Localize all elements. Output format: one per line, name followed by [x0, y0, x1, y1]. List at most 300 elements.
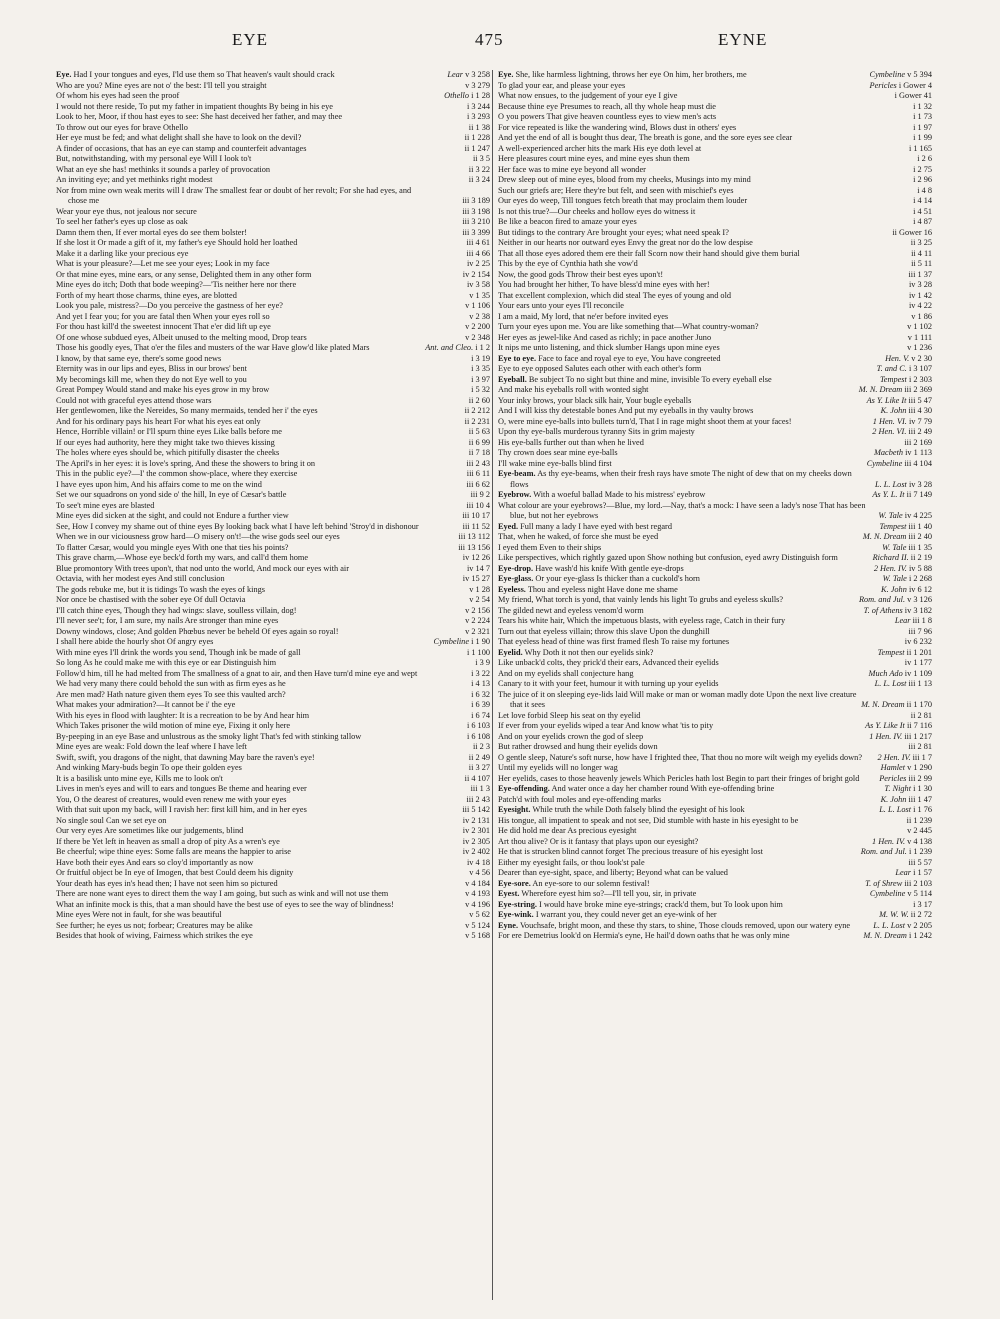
- reference: [913, 196, 932, 207]
- concordance-entry: [498, 196, 932, 207]
- play-title: K. John: [880, 406, 907, 415]
- act-scene-line: iii 10 4: [466, 500, 490, 510]
- concordance-entry: [498, 385, 932, 396]
- page-number: 475: [475, 30, 504, 49]
- concordance-entry: [56, 354, 490, 365]
- act-scene-line: i 1 76: [913, 805, 932, 814]
- quotation-text: O gentle sleep, Nature's soft nurse, how have I frighted thee, That thou no more wilt weigh my eyelids down?: [498, 752, 863, 762]
- act-scene-line: i 1 239: [908, 847, 932, 856]
- act-scene-line: iv 1 113: [905, 448, 932, 457]
- reference: [466, 795, 490, 806]
- act-scene-line: iii 7 96: [908, 626, 932, 636]
- reference: [471, 490, 490, 501]
- reference: [466, 238, 490, 249]
- act-scene-line: iii 1 40: [908, 521, 932, 531]
- act-scene-line: iv 2 25: [466, 259, 490, 268]
- concordance-entry: [498, 165, 932, 176]
- reference: [465, 144, 490, 155]
- quotation-text: Follow'd him, till he had melted from The smallness of a gnat to air, and then Have turn'd mine eye and wept: [56, 668, 418, 678]
- reference: [880, 522, 933, 533]
- reference: [471, 364, 490, 375]
- act-scene-line: iv 7 79: [908, 416, 932, 426]
- act-scene-line: v 5 124: [465, 920, 490, 930]
- reference: [863, 532, 932, 543]
- act-scene-line: i Gower 41: [894, 91, 932, 100]
- concordance-entry: [56, 301, 490, 312]
- concordance-entry: [56, 931, 490, 942]
- quotation-text: As thy eye-beams, when their fresh rays have smote The night of dew that on my cheeks down flows: [510, 469, 852, 489]
- quotation-text: Wear your eye thus, not jealous nor secure: [56, 206, 197, 216]
- concordance-entry: [56, 291, 490, 302]
- concordance-entry: [56, 669, 490, 680]
- play-title: Tempest: [877, 647, 905, 657]
- concordance-entry: [498, 931, 932, 942]
- act-scene-line: v 2 224: [465, 616, 490, 625]
- reference: [469, 438, 490, 449]
- reference: [908, 858, 932, 869]
- quotation-text: Your inky brows, your black silk hair, Your bugle eyeballs: [498, 395, 692, 405]
- reference: [463, 574, 490, 585]
- quotation-text: Now, the good gods Throw their best eyes upon't!: [498, 269, 664, 279]
- reference: [469, 291, 490, 302]
- quotation-text: She, like harmless lightning, throws her eye On him, her brothers, me: [515, 70, 747, 79]
- quotation-text: Forth of my heart those charms, thine eyes, are blotted: [56, 290, 237, 300]
- reference: [471, 375, 490, 386]
- concordance-entry: [498, 186, 932, 197]
- quotation-text: What is your pleasure?—Let me see your eyes; Look in my face: [56, 259, 270, 268]
- reference: [465, 879, 490, 890]
- concordance-entry: [498, 249, 932, 260]
- reference: [874, 448, 932, 459]
- play-title: K. John: [881, 584, 907, 594]
- reference: [469, 123, 490, 134]
- quotation-text: For vice repeated is like the wandering wind, Blows dust in others' eyes: [498, 122, 737, 132]
- reference: [467, 469, 490, 480]
- quotation-text: This in the public eye?—I' the common show-place, where they exercise: [56, 469, 298, 478]
- quotation-text: I know, by that same eye, there's some good news: [56, 353, 222, 363]
- act-scene-line: v 4 138: [907, 836, 932, 846]
- reference: [865, 879, 932, 890]
- act-scene-line: v 2 38: [469, 311, 490, 321]
- quotation-text: Face to face and royal eye to eye, You have congreeted: [538, 353, 721, 363]
- headword: Eye-sore.: [498, 878, 531, 888]
- quotation-text: Either my eyesight fails, or thou look'st pale: [498, 857, 645, 867]
- play-title: Pericles: [869, 80, 897, 90]
- quotation-text: Tears his white hair, Which the impetuous blasts, with eyeless rage, Catch in their fury: [498, 616, 786, 625]
- play-title: Cymbeline: [869, 889, 906, 898]
- reference: [463, 826, 490, 837]
- quotation-text: Our very eyes Are sometimes like our judgements, blind: [56, 826, 244, 835]
- quotation-text: I would have broke mine eye-strings; crack'd them, but To look upon him: [539, 899, 783, 909]
- reference: [465, 931, 490, 942]
- act-scene-line: i 5 32: [471, 385, 490, 394]
- act-scene-line: iii 4 61: [466, 238, 490, 247]
- reference: [864, 606, 932, 617]
- quotation-text: Look to her, Moor, if thou hast eyes to see: She hast deceived her father, and may thee: [56, 112, 343, 121]
- act-scene-line: i 1 57: [913, 868, 932, 877]
- act-scene-line: iii 2 169: [904, 437, 932, 447]
- reference: [471, 700, 490, 711]
- act-scene-line: v 4 193: [465, 889, 490, 898]
- quotation-text: When we in our viciousness grow hard—O misery on't!—the wise gods seel our eyes: [56, 532, 340, 541]
- concordance-entry: [498, 816, 932, 827]
- quotation-text: A finder of occasions, that has an eye can stamp and counterfeit advantages: [56, 143, 307, 153]
- quotation-text: Like unback'd colts, they prick'd their ears, Advanced their eyelids: [498, 658, 719, 667]
- reference: [904, 438, 932, 449]
- concordance-entry: [56, 826, 490, 837]
- reference: [917, 186, 932, 197]
- quotation-text: Lives in men's eyes and will to ears and tongues Be theme and hearing ever: [56, 784, 307, 793]
- quotation-text: Be subject To no sight but thine and mine, invisible To every eyeball else: [528, 374, 772, 384]
- headword: Eyelid.: [498, 647, 523, 657]
- reference: [913, 165, 932, 176]
- headword: Eye-wink.: [498, 910, 534, 919]
- concordance-entry: [498, 175, 932, 186]
- quotation-text: I'll wake mine eye-balls blind first: [498, 458, 612, 468]
- reference: [463, 837, 490, 848]
- concordance-entry: [498, 637, 932, 648]
- concordance-entry: [56, 207, 490, 218]
- reference: [467, 732, 490, 743]
- act-scene-line: ii 2 212: [464, 406, 490, 415]
- quotation-text: Damn them then, If ever mortal eyes do see them bolster!: [56, 227, 247, 237]
- quotation-text: I'll catch thine eyes, Though they had wings: slave, soulless villain, dog!: [56, 605, 297, 615]
- reference: [913, 112, 932, 123]
- concordance-entry: [498, 354, 932, 365]
- quotation-text: Your ears unto your eyes I'll reconcile: [498, 301, 624, 310]
- concordance-entry: [498, 669, 932, 680]
- act-scene-line: iv 3 58: [466, 280, 490, 289]
- quotation-text: To throw out our eyes for brave Othello: [56, 122, 188, 132]
- act-scene-line: v 1 35: [469, 290, 490, 300]
- concordance-entry: [56, 417, 490, 428]
- reference: [895, 91, 932, 102]
- quotation-text: You had brought her hither, To have bless'd mine eyes with her!: [498, 280, 710, 289]
- act-scene-line: iii 10 17: [462, 511, 490, 520]
- quotation-text: And on my eyelids shall conjecture hang: [498, 668, 634, 678]
- reference: [465, 417, 490, 428]
- concordance-entry: [498, 375, 932, 386]
- concordance-entry: [56, 238, 490, 249]
- play-title: Tempest: [879, 374, 907, 384]
- concordance-entry: [56, 259, 490, 270]
- quotation-text: What an infinite mock is this, that a man should have the best use of eyes to see the way of blindness!: [56, 899, 394, 909]
- quotation-text: Let love forbid Sleep his seat on thy eyelid: [498, 710, 641, 720]
- quotation-text: Is not this true?—Our cheeks and hollow eyes do witness it: [498, 206, 696, 216]
- concordance-entry: [56, 501, 490, 512]
- act-scene-line: iv 5 88: [908, 563, 932, 573]
- concordance-entry: [498, 543, 932, 554]
- concordance-entry: [498, 826, 932, 837]
- play-title: 2 Hen. VI.: [872, 427, 907, 436]
- act-scene-line: i 4 51: [913, 206, 932, 216]
- reference: [465, 333, 490, 344]
- concordance-entry: [498, 427, 932, 438]
- headword: Eyest.: [498, 889, 520, 898]
- quotation-text: I'll never see't; for, I am sure, my nails Are stronger than mine eyes: [56, 616, 279, 625]
- reference: [882, 543, 932, 554]
- quotation-text: He that is strucken blind cannot forget The precious treasure of his eyesight lost: [498, 847, 763, 856]
- concordance-entry: [56, 511, 490, 522]
- concordance-entry: [498, 921, 932, 932]
- concordance-entry: [498, 574, 932, 585]
- act-scene-line: iv 2 402: [462, 847, 490, 856]
- play-title: 1 Hen. IV.: [869, 731, 903, 741]
- running-head-left: EYE: [232, 30, 269, 49]
- concordance-entry: [56, 795, 490, 806]
- concordance-entry: [498, 858, 932, 869]
- concordance-entry: [56, 910, 490, 921]
- act-scene-line: ii 2 19: [910, 553, 932, 562]
- concordance-entry: [498, 553, 932, 564]
- act-scene-line: ii 2 231: [464, 416, 490, 426]
- quotation-text: Have wash'd his knife With gentle eye-drops: [535, 563, 684, 573]
- act-scene-line: iv 12 26: [462, 553, 490, 562]
- act-scene-line: i 1 97: [913, 122, 932, 132]
- concordance-entry: [498, 532, 932, 543]
- quotation-text: The April's in her eyes: it is love's spring, And these the showers to bring it on: [56, 458, 316, 468]
- concordance-entry: [56, 721, 490, 732]
- concordance-entry: [498, 364, 932, 375]
- quotation-text: With mine eyes I'll drink the words you send, Though ink be made of gall: [56, 647, 301, 657]
- act-scene-line: v 4 196: [465, 899, 490, 909]
- reference: [892, 228, 932, 239]
- reference: [467, 648, 490, 659]
- quotation-text: And winking Mary-buds begin To ope their golden eyes: [56, 763, 242, 772]
- reference: [917, 154, 932, 165]
- concordance-entry: [498, 711, 932, 722]
- concordance-entry: [498, 606, 932, 617]
- reference: [425, 343, 490, 354]
- concordance-entry: [56, 616, 490, 627]
- concordance-entry: [498, 900, 932, 911]
- reference: [883, 574, 932, 585]
- play-title: W. Tale: [882, 574, 907, 583]
- play-title: Pericles: [879, 773, 907, 783]
- quotation-text: With a woeful ballad Made to his mistress' eyebrow: [533, 490, 706, 499]
- act-scene-line: iii 1 47: [908, 794, 932, 804]
- concordance-entry: [56, 574, 490, 585]
- right-column: [498, 70, 932, 942]
- reference: [465, 774, 490, 785]
- reference: [907, 322, 932, 333]
- concordance-entry: [56, 280, 490, 291]
- quotation-text: If ever from your eyelids wiped a tear And know what 'tis to pity: [498, 721, 714, 730]
- quotation-text: You, O the dearest of creatures, would even renew me with your eyes: [56, 794, 287, 804]
- concordance-entry: [56, 385, 490, 396]
- concordance-entry: [498, 207, 932, 218]
- headword: Eye-drop.: [498, 563, 534, 573]
- concordance-entry: [498, 228, 932, 239]
- act-scene-line: iv 1 109: [904, 668, 932, 678]
- concordance-entry: [498, 501, 932, 522]
- act-scene-line: ii 2 72: [910, 910, 932, 919]
- concordance-entry: [56, 490, 490, 501]
- concordance-entry: [498, 774, 932, 785]
- act-scene-line: i 1 30: [913, 784, 932, 793]
- act-scene-line: i 2 268: [908, 574, 932, 583]
- quotation-text: But tidings to the contrary Are brought your eyes; what need speak I?: [498, 227, 729, 237]
- play-title: Lear: [894, 616, 911, 625]
- concordance-entry: [56, 679, 490, 690]
- reference: [463, 847, 490, 858]
- reference: [859, 595, 932, 606]
- quotation-text: Her eyes as jewel-like And cased as richly; in pace another Juno: [498, 332, 712, 342]
- quotation-text: To seel her father's eyes up close as oak: [56, 217, 188, 226]
- act-scene-line: i 6 32: [471, 689, 490, 699]
- quotation-text: An eye-sore to our solemn festival!: [532, 878, 650, 888]
- reference: [874, 564, 932, 575]
- concordance-entry: [498, 154, 932, 165]
- act-scene-line: iii 1 7: [912, 752, 932, 762]
- act-scene-line: iii 2 43: [466, 458, 490, 468]
- reference: [463, 270, 490, 281]
- reference: [471, 679, 490, 690]
- reference: [465, 900, 490, 911]
- play-title: 2 Hen. IV.: [877, 752, 911, 762]
- act-scene-line: iii 5 57: [908, 857, 932, 867]
- concordance-entry: [56, 322, 490, 333]
- concordance-entry: [56, 595, 490, 606]
- quotation-text: This by the eye of Cynthia hath she vow'd: [498, 259, 638, 268]
- reference: [878, 753, 932, 764]
- concordance-entry: [498, 522, 932, 533]
- reference: [469, 753, 490, 764]
- concordance-entry: [498, 259, 932, 270]
- quotation-text: That, when he waked, of force she must be eyed: [498, 532, 659, 541]
- quotation-text: What makes your admiration?—It cannot be i' the eye: [56, 700, 236, 709]
- concordance-entry: [56, 553, 490, 564]
- quotation-text: I warrant you, they could never get an eye-wink of her: [535, 910, 717, 919]
- act-scene-line: iv 3 28: [908, 479, 932, 489]
- quotation-text: Eye to eye opposed Salutes each other with each other's form: [498, 364, 702, 373]
- concordance-entry: [56, 133, 490, 144]
- act-scene-line: i 1 90: [471, 637, 490, 646]
- act-scene-line: i 2 6: [917, 154, 932, 163]
- reference: [881, 763, 932, 774]
- act-scene-line: iii 6 62: [466, 479, 490, 489]
- act-scene-line: iii 3 210: [462, 217, 490, 226]
- quotation-text: I shall here abide the hourly shot Of angry eyes: [56, 637, 214, 646]
- concordance-entry: [56, 249, 490, 260]
- act-scene-line: iv 15 27: [462, 574, 490, 583]
- reference: [859, 385, 932, 396]
- act-scene-line: ii 2 60: [468, 395, 490, 405]
- reference: [467, 564, 490, 575]
- quotation-text: To glad your ear, and please your eyes: [498, 80, 626, 90]
- concordance-entry: [498, 690, 932, 711]
- reference: [463, 553, 490, 564]
- quotation-text: For thou hast kill'd the sweetest innocent That e'er did lift up eye: [56, 322, 271, 331]
- act-scene-line: i 4 87: [913, 217, 932, 226]
- reference: [471, 385, 490, 396]
- reference: [913, 123, 932, 134]
- concordance-entry: [56, 154, 490, 165]
- concordance-entry: [56, 700, 490, 711]
- reference: [467, 259, 490, 270]
- act-scene-line: i 3 22: [471, 668, 490, 678]
- reference: [869, 732, 932, 743]
- quotation-text: Here pleasures court mine eyes, and mine eyes shun them: [498, 154, 690, 163]
- quotation-text: What now ensues, to the judgement of your eye I give: [498, 91, 678, 100]
- concordance-entry: [56, 459, 490, 470]
- act-scene-line: i 1 242: [908, 931, 932, 940]
- concordance-entry: [56, 469, 490, 480]
- quotation-text: Those his goodly eyes, That o'er the files and musters of the war Have glow'd like plated Mars: [56, 343, 370, 352]
- reference: [473, 154, 490, 165]
- concordance-entry: [498, 322, 932, 333]
- act-scene-line: i 3 107: [908, 364, 932, 373]
- concordance-entry: [56, 774, 490, 785]
- concordance-entry: [498, 217, 932, 228]
- act-scene-line: i 3 35: [471, 364, 490, 373]
- reference: [467, 721, 490, 732]
- quotation-text: No single soul Can we set eye on: [56, 815, 167, 825]
- concordance-entry: [56, 448, 490, 459]
- act-scene-line: i 4 14: [913, 196, 932, 205]
- act-scene-line: v 3 279: [465, 80, 490, 90]
- reference: [872, 427, 932, 438]
- column-divider: [492, 70, 493, 1300]
- reference: [471, 690, 490, 701]
- reference: [909, 144, 932, 155]
- act-scene-line: v 2 200: [465, 322, 490, 331]
- headword: Eyeball.: [498, 374, 527, 384]
- act-scene-line: ii 2 49: [468, 752, 490, 762]
- concordance-entry: [56, 406, 490, 417]
- concordance-entry: [498, 333, 932, 344]
- quotation-text: Wherefore eyest him so?—I'll tell you, sir, in private: [521, 889, 697, 898]
- act-scene-line: iv 2 301: [462, 826, 490, 835]
- act-scene-line: i 1 99: [913, 133, 932, 142]
- reference: [463, 816, 490, 827]
- quotation-text: If she lost it Or made a gift of it, my father's eye Should hold her loathed: [56, 238, 298, 247]
- reference: [465, 889, 490, 900]
- quotation-text: Like perspectives, which rightly gazed upon Show nothing but confusion, eyed awry Distinguish form: [498, 553, 838, 562]
- act-scene-line: i 3 17: [913, 899, 932, 909]
- concordance-entry: [498, 490, 932, 501]
- quotation-text: Mine eyes Were not in fault, for she was beautiful: [56, 910, 222, 919]
- concordance-entry: [56, 532, 490, 543]
- concordance-entry: [498, 585, 932, 596]
- quotation-text: Great Pompey Would stand and make his eyes grow in my brow: [56, 385, 270, 394]
- quotation-text: Or that mine eyes, mine ears, or any sense, Delighted them in any other form: [56, 269, 312, 279]
- quotation-text: For ere Demetrius look'd on Hermia's eyne, He hail'd down oaths that he was only mine: [498, 931, 790, 940]
- quotation-text: Vouchsafe, bright moon, and these thy stars, to shine, Those clouds removed, upon our watery eyne: [520, 920, 851, 930]
- quotation-text: Her eye must be fed; and what delight shall she have to look on the devil?: [56, 133, 302, 142]
- reference: [469, 585, 490, 596]
- concordance-entry: [498, 280, 932, 291]
- act-scene-line: ii 5 63: [468, 427, 490, 436]
- concordance-entry: [56, 123, 490, 134]
- concordance-entry: [56, 427, 490, 438]
- play-title: Rom. and Jul.: [858, 595, 906, 604]
- reference: [909, 280, 932, 291]
- reference: [908, 742, 932, 753]
- reference: [913, 133, 932, 144]
- reference: [869, 669, 932, 680]
- concordance-entry: [498, 868, 932, 879]
- concordance-entry: [498, 123, 932, 134]
- quotation-text: Turn your eyes upon me. You are like something that—What country-woman?: [498, 322, 759, 331]
- quotation-text: Neither in our hearts nor outward eyes Envy the great nor do the low despise: [498, 238, 753, 247]
- act-scene-line: v 1 86: [911, 311, 932, 321]
- act-scene-line: ii 1 247: [464, 143, 490, 153]
- reference: [879, 774, 932, 785]
- concordance-entry: [498, 910, 932, 921]
- reference: [462, 196, 490, 207]
- act-scene-line: v 2 205: [907, 920, 932, 930]
